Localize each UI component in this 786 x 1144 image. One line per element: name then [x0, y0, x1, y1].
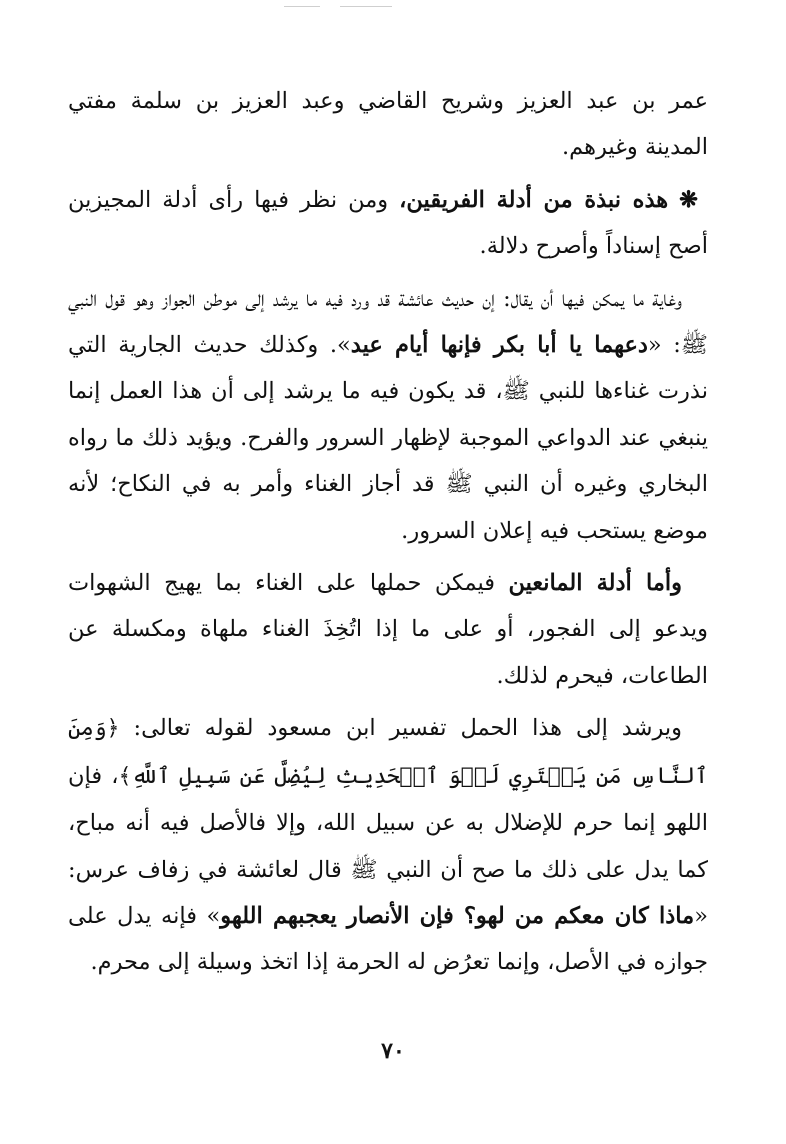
top-rule-right: [340, 6, 392, 7]
quran-verse: ﴿وَمِنَ ٱلنَّاسِ مَن يَشۡتَرِي لَهۡوَ ٱلۡحَدِيثِ لِيُضِلَّ عَن سَبِيلِ ٱللَّهِ﴾: [68, 716, 708, 789]
paragraph-2-bold: هذه نبذة من أدلة الفريقين،: [399, 186, 669, 213]
top-rule-left: [284, 6, 320, 7]
paragraph-1-text: عمر بن عبد العزيز وشريح القاضي وعبد العزيز بن سلمة مفتي المدينة وغيرهم.: [68, 88, 708, 161]
page-body: [68, 78, 708, 986]
paragraph-5-text-a: ويرشد إلى هذا الحمل تفسير ابن مسعود لقوله تعالى:: [119, 715, 682, 742]
paragraph-5-text-c: » فإنه يدل على جوازه في الأصل، وإنما تعرُض له الحرمة إذا اتخذ وسيلة إلى محرم.: [68, 902, 708, 976]
paragraph-3-text-b: ». وكذلك حديث الجارية التي نذرت غناءها للنبي ﷺ، قد يكون فيه ما يرشد إلى أن هذا العمل إنما ينبغي عند الدواعي الموجبة لإظهار السرور والفرح. ويؤيد ذلك ما رواه البخاري وغيره أن النبي ﷺ قد أجاز الغناء وأمر به في النكاح؛ لأنه موضع يستحب فيه إعلان السرور.: [68, 332, 708, 544]
paragraph-4-bold: وأما أدلة المانعين: [508, 570, 682, 597]
paragraph-4-text: فيمكن حملها على الغناء بما يهيج الشهوات ويدعو إلى الفجور، أو على ما إذا اتُخِذَ الغناء ملهاة ومكسلة عن الطاعات، فيحرم لذلك.: [68, 570, 708, 689]
paragraph-3: [68, 276, 708, 554]
paragraph-5-hadith: ماذا كان معكم من لهو؟ فإن الأنصار يعجبهم اللهو: [220, 902, 695, 929]
paragraph-4: [68, 560, 708, 699]
paragraph-5: [68, 705, 708, 985]
paragraph-1: [68, 78, 708, 171]
paragraph-5-text-b: ، فإن اللهو إنما حرم للإضلال به عن سبيل الله، وإلا فالأصل فيه أنه مباح، كما يدل على ذلك ما صح أن النبي ﷺ قال لعائشة في زفاف عرس: «: [68, 762, 708, 929]
paragraph-2-text: ومن نظر فيها رأى أدلة المجيزين أصح إسناداً وأصرح دلالة.: [68, 186, 708, 260]
paragraph-3-text-a: وغاية ما يمكن فيها أن يقال: إن حديث عائشة قد ورد فيه ما يرشد إلى موطن الجواز وهو قول النبي ﷺ: «: [68, 285, 708, 359]
paragraph-3-hadith: دعهما يا أبا بكر فإنها أيام عيد: [350, 332, 648, 359]
page-number: ٧٠: [381, 1038, 405, 1064]
star-bullet: ❋: [679, 186, 698, 213]
paragraph-2: [68, 177, 708, 270]
